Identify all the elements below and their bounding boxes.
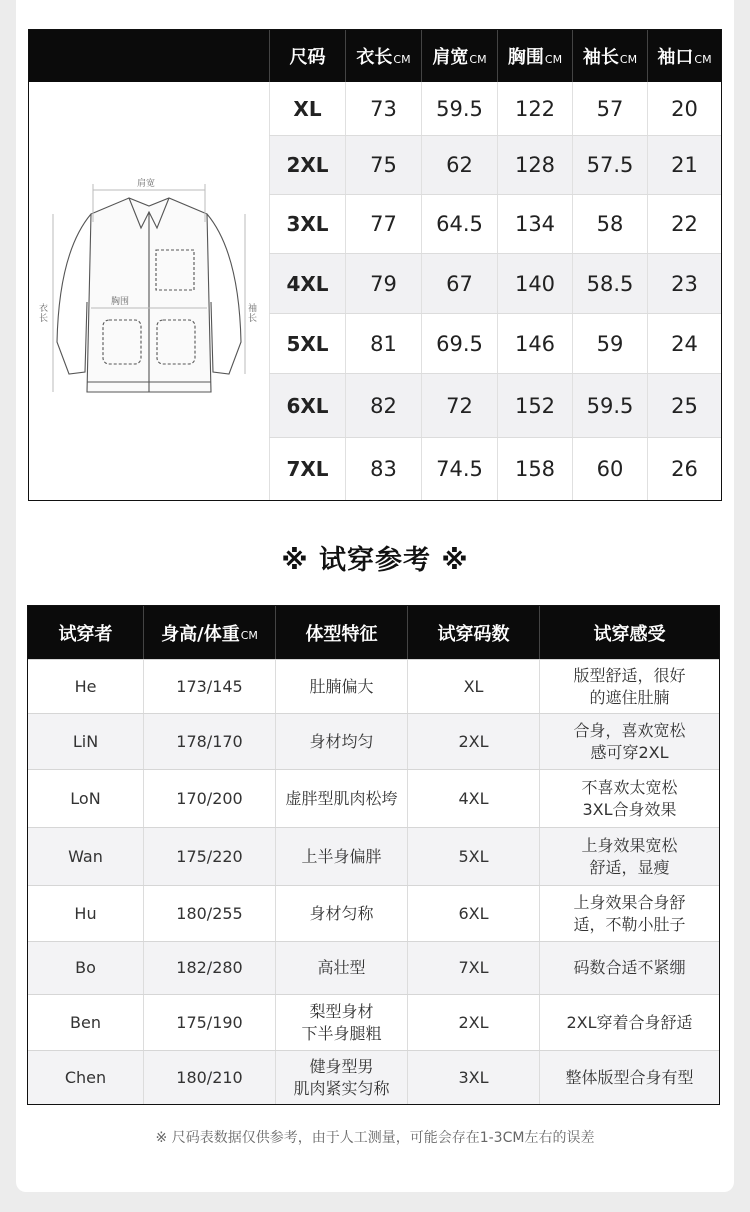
cell-shoulder: 59.5 [421,82,497,135]
fit-row [28,713,719,769]
cell-size: 6XL [269,374,345,437]
cell-height-weight: 180/255 [143,886,275,941]
size-row [269,254,721,313]
header-body-type [275,606,407,659]
row-divider [269,194,721,195]
row-divider [269,313,721,314]
cell-fit-feeling: 整体版型合身有型 [539,1051,719,1104]
cell-size: 2XL [269,136,345,194]
header-size-label: 尺码 [289,47,326,68]
header-fit-size-label: 试穿码数 [437,623,510,645]
cell-length: 79 [345,254,421,313]
cell-size: XL [269,82,345,135]
cell-size: 7XL [269,438,345,500]
cell-tester: LiN [72,731,99,751]
header-fit-size [407,606,539,659]
cell-sleeve: 57 [572,82,647,135]
size-chart-table [28,29,722,501]
row-divider [269,373,721,374]
cell-fit-size: 3XL [407,1051,539,1104]
cell-sleeve: 60 [572,438,647,500]
cell-tester: Wan [68,846,103,866]
cell-shoulder: 74.5 [421,438,497,500]
cell-fit-feeling: 码数合适不紧绷 [539,942,719,994]
row-divider [269,437,721,438]
cell-shoulder: 64.5 [421,195,497,253]
cell-fit-feeling: 上身效果合身舒 适，不勒小肚子 [539,886,719,941]
cell-shoulder: 72 [421,374,497,437]
cell-fit-feeling: 上身效果宽松 舒适，显瘦 [539,828,719,885]
cell-fit-size: 6XL [407,886,539,941]
header-fit-feeling [539,606,719,659]
fit-row [28,941,719,994]
cell-body-type: 肚腩偏大 [275,660,407,713]
cell-length: 82 [345,374,421,437]
header-tester-label: 试穿者 [58,623,113,645]
header-length-label: 衣长 [356,47,393,68]
size-row [269,438,721,500]
cell-fit-size: 5XL [407,828,539,885]
header-body-type-label: 体型特征 [305,623,378,645]
header-cuff [647,30,721,82]
cell-cuff: 21 [647,136,721,194]
size-row [269,314,721,373]
diagram-label-sleeve: 袖长 [248,304,258,324]
cell-fit-feeling: 2XL穿着合身舒适 [539,995,719,1050]
cell-shoulder: 62 [421,136,497,194]
cell-sleeve: 59.5 [572,374,647,437]
cell-length: 75 [345,136,421,194]
header-height-weight [143,606,275,659]
cell-height-weight: 175/190 [143,995,275,1050]
header-chest-unit: CM [544,52,563,66]
cell-body-type: 虚胖型肌肉松垮 [275,770,407,827]
fit-row [28,769,719,827]
diagram-label-chest: 胸围 [111,297,130,307]
cell-size: 5XL [269,314,345,373]
header-shoulder-unit: CM [469,52,487,66]
cell-fit-feeling: 不喜欢太宽松 3XL合身效果 [539,770,719,827]
jacket-measurement-diagram [29,82,269,500]
fit-table-header [28,606,719,659]
cell-height-weight: 175/220 [143,828,275,885]
header-height-weight-label: 身高/体重 [161,623,240,645]
fit-row [28,994,719,1050]
size-chart-header [29,30,721,82]
cell-cuff: 22 [647,195,721,253]
cell-height-weight: 178/170 [143,714,275,769]
size-row [269,82,721,135]
cell-tester: Chen [64,1067,107,1087]
fit-row [28,827,719,885]
header-sleeve-unit: CM [619,52,638,66]
cell-body-type: 高壮型 [275,942,407,994]
cell-tester: Bo [75,958,96,977]
cell-fit-size: 7XL [407,942,539,994]
header-sleeve-label: 袖长 [582,47,619,68]
cell-chest: 146 [497,314,572,373]
cell-shoulder: 67 [421,254,497,313]
diagram-label-length: 衣长 [39,304,49,324]
size-row [269,195,721,253]
cell-tester: He [74,676,97,696]
header-fit-feeling-label: 试穿感受 [593,623,666,645]
cell-fit-feeling: 合身，喜欢宽松 感可穿2XL [539,714,719,769]
row-divider [269,135,721,136]
row-divider [269,253,721,254]
cell-shoulder: 69.5 [421,314,497,373]
cell-fit-size: 2XL [407,995,539,1050]
cell-body-type: 健身型男 肌肉紧实匀称 [275,1051,407,1104]
cell-cuff: 23 [647,254,721,313]
header-chest [497,30,572,82]
cell-fit-feeling: 版型舒适，很好 的遮住肚腩 [539,660,719,713]
fit-row [28,1050,719,1104]
cell-chest: 128 [497,136,572,194]
header-tester [28,606,143,659]
cell-length: 73 [345,82,421,135]
cell-height-weight: 173/145 [143,660,275,713]
header-size [269,30,345,82]
cell-fit-size: XL [407,660,539,713]
cell-chest: 134 [497,195,572,253]
cell-length: 77 [345,195,421,253]
jacket-outline-icon [29,82,269,500]
diagram-label-shoulder: 肩宽 [137,179,156,189]
header-length-unit: CM [393,52,411,66]
cell-length: 83 [345,438,421,500]
cell-cuff: 25 [647,374,721,437]
cell-chest: 152 [497,374,572,437]
cell-height-weight: 180/210 [143,1051,275,1104]
measurement-disclaimer: ※ 尺码表数据仅供参考，由于人工测量，可能会存在1-3CM左右的误差 [155,1130,595,1146]
header-length [345,30,421,82]
cell-length: 81 [345,314,421,373]
cell-tester: Ben [70,1012,101,1032]
fit-row [28,659,719,713]
cell-height-weight: 170/200 [143,770,275,827]
cell-body-type: 身材均匀 [275,714,407,769]
fit-row [28,885,719,941]
cell-cuff: 26 [647,438,721,500]
cell-sleeve: 58.5 [572,254,647,313]
cell-sleeve: 57.5 [572,136,647,194]
cell-sleeve: 58 [572,195,647,253]
size-row [269,374,721,437]
fit-reference-table [27,605,720,1105]
cell-tester: LoN [70,788,101,808]
header-sleeve [572,30,647,82]
cell-tester: Hu [74,903,97,923]
header-cuff-unit: CM [694,52,712,66]
cell-body-type: 梨型身材 下半身腿粗 [275,995,407,1050]
header-cuff-label: 袖口 [657,47,694,68]
cell-cuff: 24 [647,314,721,373]
header-height-weight-unit: CM [240,629,258,642]
header-shoulder-label: 肩宽 [432,47,469,68]
cell-body-type: 上半身偏胖 [275,828,407,885]
cell-body-type: 身材匀称 [275,886,407,941]
cell-cuff: 20 [647,82,721,135]
cell-sleeve: 59 [572,314,647,373]
header-chest-label: 胸围 [507,47,544,68]
header-shoulder [421,30,497,82]
cell-fit-size: 4XL [407,770,539,827]
cell-size: 4XL [269,254,345,313]
cell-chest: 140 [497,254,572,313]
cell-chest: 122 [497,82,572,135]
cell-height-weight: 182/280 [143,942,275,994]
cell-fit-size: 2XL [407,714,539,769]
size-row [269,136,721,194]
cell-chest: 158 [497,438,572,500]
cell-size: 3XL [269,195,345,253]
fit-reference-title: ※ 试穿参考 ※ [281,545,469,576]
